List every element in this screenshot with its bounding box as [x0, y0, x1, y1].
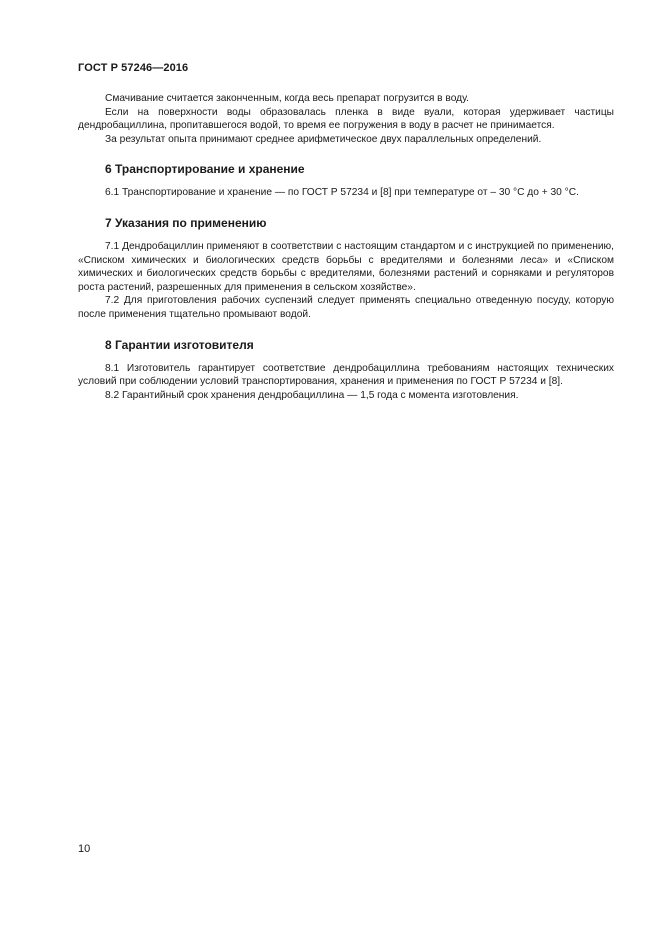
- paragraph-6-1: 6.1 Транспортирование и хранение — по ГОСТ Р 57234 и [8] при температуре от – 30 °С до + 30 °С.: [105, 187, 579, 199]
- section-8-heading: 8 Гарантии изготовителя: [105, 337, 254, 352]
- document-body: [78, 92, 614, 402]
- paragraph-8-2: 8.2 Гарантийный срок хранения дендробациллина — 1,5 года с момента изготовления.: [105, 389, 519, 401]
- section-7-heading: 7 Указания по применению: [105, 215, 267, 230]
- page-number: 10: [78, 843, 91, 855]
- paragraph-wetting-complete: Смачивание считается законченным, когда весь препарат погрузится в воду.: [105, 93, 469, 104]
- paragraph-film-surface: Если на поверхности воды образовалась пленка в виде вуали, которая удерживает частицы дендробациллина, пропитавшегося водой, то время ее погружения в воду в расчет не принимается.: [78, 106, 614, 132]
- section-6-heading: 6 Транспортирование и хранение: [105, 162, 305, 177]
- paragraph-7-2: 7.2 Для приготовления рабочих суспензий следует применять специально отведенную посуду, которую после применения тщательно промывают водой.: [78, 295, 614, 320]
- paragraph-8-1: 8.1 Изготовитель гарантирует соответствие дендробациллина требованиям настоящих технических условий при соблюдении условий транспортирования, хранения и применения по ГОСТ Р 57234 и [8].: [78, 362, 614, 388]
- paragraph-result-average: За результат опыта принимают среднее арифметическое двух параллельных определений.: [105, 133, 542, 145]
- paragraph-7-1: 7.1 Дендробациллин применяют в соответствии с настоящим стандартом и с инструкцией по применению, «Списком химических и биологических средств борьбы с вредителями и болезнями леса» и «Списком химических и биологических средств борьбы с вредителями, болезнями растений и сорняками и регуляторов роста растений, разрешенных для применения в сельском хозяйстве».: [78, 240, 614, 293]
- document-code-header: ГОСТ Р 57246—2016: [78, 62, 189, 74]
